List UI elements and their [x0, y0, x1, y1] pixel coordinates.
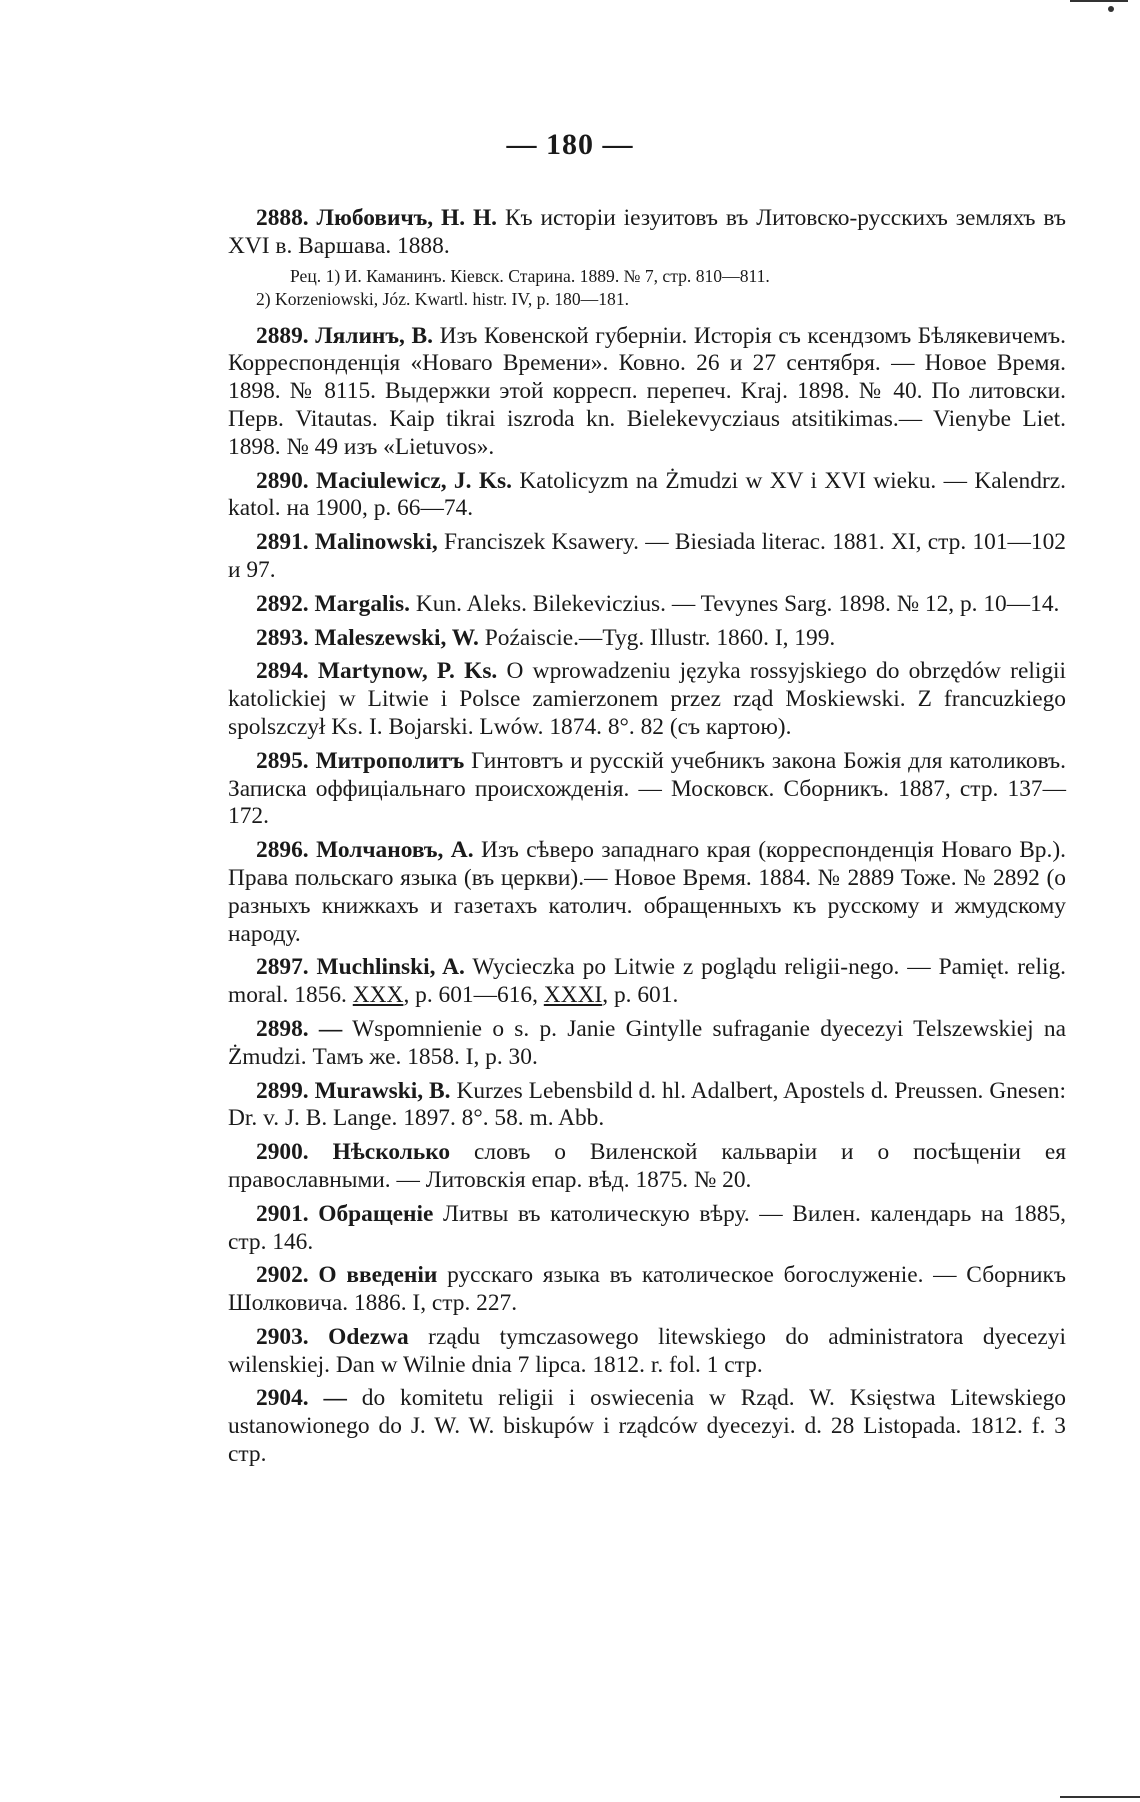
entry-author: Лялинъ, В. — [315, 322, 433, 349]
entry-2894 — [228, 658, 1066, 741]
entry-author: Martynow, P. Ks. — [317, 658, 498, 685]
entry-text: Poźaiscie.—Tyg. Illustr. 1860. I, 199. — [484, 624, 836, 651]
entry-text: словъ о Виленской кальваріи и о посѣщеніи ея православными. — Литовскія епар. вѣд. 1875. № 20. — [228, 1139, 1066, 1193]
entry-number: 2892. — [256, 590, 309, 617]
entry-author: Maleszewski, W. — [314, 624, 479, 651]
bibliography-list — [228, 205, 1066, 1475]
entry-number: 2890. — [256, 467, 309, 494]
scan-edge-mark — [1108, 6, 1114, 12]
entry-2901 — [228, 1201, 1066, 1257]
entry-2902 — [228, 1262, 1066, 1318]
entry-2898 — [228, 1016, 1066, 1072]
entry-author: Malinowski, — [314, 529, 438, 556]
entry-text: O wprowadzeniu języka rossyjskiego do obrzędów religii katolickiej w Litwie i Polsce zamierzonem przez rząd Moskiewski. Z francuzkiego spolszczył Ks. I. Bojarski. Lwów. 1874. 8°. 82 (съ картою). — [228, 658, 1067, 740]
entry-text: Изъ Ковенской губерніи. Исторія съ ксендзомъ Бѣлякевичемъ. Корреспонденція «Новаго Времени». Ковно. 26 и 27 сентября. — Новое Время. 1898. № 8115. Выдержки этой корресп. перепеч. Kraj. 1898. № 40. По литовски. Перв. Vitautas. Kaip tikrai iszroda kn. Bielekevycziaus atsitikimas.— Vienybe Liet. 1898. № 49 изъ «Lietuvos». — [228, 322, 1066, 460]
entry-number: 2894. — [256, 658, 309, 685]
entry-2899 — [228, 1078, 1066, 1134]
volume-underlined: XXX — [352, 982, 404, 1009]
entry-author: Maciulewicz, J. Ks. — [316, 467, 512, 494]
entry-author: Любовичъ, Н. Н. — [316, 205, 498, 231]
entry-number: 2896. — [256, 837, 309, 864]
entry-text: Изъ сѣверо западнаго края (корреспонденція Новаго Вр.). Права польскаго языка (въ церкви).— Новое Время. 1884. № 2889 Тоже. № 2892 (о разныхъ книжкахъ и газетахъ католич. обращенныхъ къ русскому и жмудскому народу. — [228, 837, 1066, 947]
entry-2893 — [228, 625, 1066, 653]
entry-text: Kun. Aleks. Bilekeviczius. — Tevynes Sarg. 1898. № 12, p. 10—14. — [415, 590, 1060, 617]
scan-edge-mark — [1060, 1796, 1140, 1798]
entry-text: , p. 601. — [602, 982, 679, 1009]
entry-text: Wspomnienie o s. p. Janie Gintylle sufraganie dyecezyi Telszewskiej na Żmudzi. Тамъ же. 1858. I, p. 30. — [228, 1015, 1066, 1070]
entry-text: , p. 601—616, — [403, 982, 538, 1009]
entry-2900 — [228, 1139, 1066, 1195]
entry-text: русскаго языка въ католическое богослуженіе. — Сборникъ Шолковича. 1886. I, стр. 227. — [228, 1262, 1066, 1317]
entry-number: 2891. — [256, 529, 309, 556]
review-line: 2) Korzeniowski, Józ. Kwartl. histr. IV, p. 180—181. — [256, 288, 630, 309]
entry-author: Обращеніе — [318, 1200, 434, 1227]
entry-number: 2902. — [256, 1262, 309, 1289]
scan-edge-mark — [1070, 0, 1128, 2]
entry-author: Молчановъ, А. — [316, 837, 474, 864]
entry-text: do komitetu religii i oswiecenia w Rząd. W. Księstwa Litewskiego ustanowionego do J. W. W. biskupów i rządców dyecezyi. d. 28 Listopada. 1812. f. 3 стр. — [228, 1385, 1066, 1468]
entry-2903 — [228, 1324, 1066, 1380]
entry-2895 — [228, 748, 1066, 831]
entry-2904 — [228, 1385, 1066, 1468]
entry-text: Kurzes Lebensbild d. hl. Adalbert, Apostels d. Preussen. Gnesen: Dr. v. J. B. Lange. 1897. 8°. 58. m. Abb. — [228, 1077, 1066, 1132]
entry-number: 2889. — [256, 322, 309, 349]
entry-number: 2901. — [256, 1200, 309, 1227]
entry-number: 2888. — [256, 205, 309, 231]
entry-2891 — [228, 529, 1066, 585]
entry-number: 2899. — [256, 1077, 309, 1104]
entry-text: Katolicyzm na Żmudzi w XV i XVI wieku. — Kalendrz. katol. на 1900, p. 66—74. — [228, 467, 1066, 522]
entry-2892 — [228, 591, 1066, 619]
entry-2896 — [228, 837, 1066, 948]
entry-2888 — [228, 205, 1066, 261]
entry-number: 2898. — [256, 1015, 309, 1042]
entry-number: 2895. — [256, 747, 309, 774]
entry-author: Murawski, B. — [314, 1077, 451, 1104]
entry-text: rządu tymczasowego litewskiego do administratora dyecezyi wilenskiej. Dan w Wilnie dnia 7 lipca. 1812. r. fol. 1 стр. — [228, 1323, 1066, 1378]
entry-author: Митрополитъ — [315, 747, 465, 774]
entry-number: 2904. — [256, 1385, 309, 1412]
entry-number: 2900. — [256, 1139, 309, 1166]
review-line: Рец. 1) И. Каманинъ. Кіевск. Старина. 1889. № 7, стр. 810—811. — [290, 265, 770, 286]
entry-text: Къ исторіи іезуитовъ въ Литовско-русскихъ земляхъ въ XVI в. Варшава. 1888. — [228, 205, 1066, 259]
entry-author: Нѣсколько — [332, 1139, 451, 1166]
entry-text: Wycieczka po Litwie z poglądu religii-nego. — Pamięt. relig. moral. 1856. — [228, 954, 1066, 1009]
entry-author: — — [323, 1385, 347, 1412]
entry-text: Franciszek Ksawery. — Biesiada literac. 1881. XI, стр. 101—102 и 97. — [228, 529, 1066, 583]
entry-number: 2897. — [256, 954, 309, 981]
entry-author: Odezwa — [328, 1323, 409, 1350]
entry-text: Гинтовтъ и русскій учебникъ закона Божія для католиковъ. Записка оффиціальнаго происхожденія. — Московск. Сборникъ. 1887, стр. 137—172. — [228, 747, 1066, 830]
entry-2890 — [228, 468, 1066, 524]
entry-author: Muchlinski, A. — [316, 954, 465, 981]
page-number: — 180 — — [506, 128, 634, 161]
entry-2889 — [228, 323, 1066, 462]
entry-text: Литвы въ католическую вѣру. — Вилен. календарь на 1885, стр. 146. — [228, 1200, 1066, 1255]
entry-number: 2903. — [256, 1323, 309, 1350]
entry-author: Margalis. — [314, 590, 410, 617]
volume-underlined: XXXI — [543, 982, 603, 1009]
entry-2888-reviews — [228, 265, 1066, 311]
entry-author: — — [318, 1015, 343, 1042]
entry-number: 2893. — [256, 624, 309, 651]
entry-2897 — [228, 954, 1066, 1010]
entry-author: О введеніи — [318, 1262, 438, 1289]
